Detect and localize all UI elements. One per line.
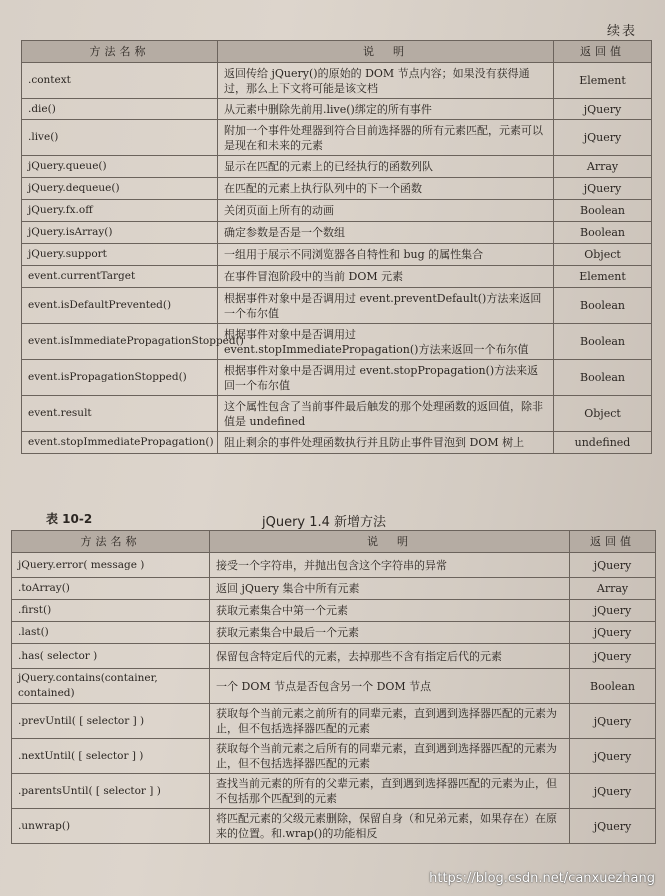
- header-method-name: 方法名称: [12, 531, 210, 553]
- table-row: [22, 178, 652, 200]
- return-value-cell: Boolean: [554, 288, 652, 324]
- table-row: [12, 704, 656, 739]
- table-header-row: [22, 41, 652, 63]
- description-cell: 这个属性包含了当前事件最后触发的那个处理函数的返回值，除非值是 undefined: [218, 396, 554, 432]
- method-name-cell: .die(): [22, 99, 218, 120]
- continued-label: 续表: [606, 24, 637, 39]
- return-value-cell: jQuery: [570, 774, 656, 809]
- description-cell: 阻止剩余的事件处理函数执行并且防止事件冒泡到 DOM 树上: [218, 432, 554, 454]
- description-cell: 返回 jQuery 集合中所有元素: [210, 578, 570, 600]
- table-row: [22, 222, 652, 244]
- return-value-cell: jQuery: [570, 644, 656, 669]
- description-cell: 关闭页面上所有的动画: [218, 200, 554, 222]
- description-cell: 获取每个当前元素之前所有的同辈元素，直到遇到选择器匹配的元素为止，但不包括选择器匹配的元素: [210, 704, 570, 739]
- table-row: [12, 622, 656, 644]
- table-row: [12, 578, 656, 600]
- table-row: [22, 396, 652, 432]
- return-value-cell: jQuery: [570, 553, 656, 578]
- table-body: [12, 553, 656, 844]
- description-cell: 一个 DOM 节点是否包含另一个 DOM 节点: [210, 669, 570, 704]
- table-row: [22, 244, 652, 266]
- table-row: [22, 120, 652, 156]
- return-value-cell: jQuery: [570, 622, 656, 644]
- table-row: [12, 774, 656, 809]
- return-value-cell: jQuery: [554, 178, 652, 200]
- table-row: [12, 600, 656, 622]
- header-method-name: 方法名称: [22, 41, 218, 63]
- description-cell: 从元素中删除先前用.live()绑定的所有事件: [218, 99, 554, 120]
- description-cell: 附加一个事件处理器到符合目前选择器的所有元素匹配，元素可以是现在和未来的元素: [218, 120, 554, 156]
- return-value-cell: jQuery: [570, 809, 656, 844]
- table-row: [12, 669, 656, 704]
- table-header-row: [12, 531, 656, 553]
- method-name-cell: event.currentTarget: [22, 266, 218, 288]
- description-cell: 一组用于展示不同浏览器各自特性和 bug 的属性集合: [218, 244, 554, 266]
- return-value-cell: undefined: [554, 432, 652, 454]
- description-cell: 根据事件对象中是否调用过 event.preventDefault()方法来返回一个布尔值: [218, 288, 554, 324]
- header-description: 说 明: [210, 531, 570, 553]
- method-name-cell: .has( selector ): [12, 644, 210, 669]
- description-cell: 在匹配的元素上执行队列中的下一个函数: [218, 178, 554, 200]
- table-new-methods: [11, 530, 656, 844]
- table-row: [12, 644, 656, 669]
- return-value-cell: Boolean: [570, 669, 656, 704]
- table-body: [22, 63, 652, 454]
- return-value-cell: Boolean: [554, 200, 652, 222]
- method-name-cell: event.stopImmediatePropagation(): [22, 432, 218, 454]
- table-caption: 表 10-2: [46, 512, 93, 526]
- table-row: [22, 432, 652, 454]
- method-name-cell: jQuery.fx.off: [22, 200, 218, 222]
- return-value-cell: Element: [554, 266, 652, 288]
- watermark: https://blog.csdn.net/canxuezhang: [429, 871, 655, 886]
- table-row: [12, 553, 656, 578]
- method-name-cell: event.isImmediatePropagationStopped(): [22, 324, 218, 360]
- return-value-cell: Element: [554, 63, 652, 99]
- method-name-cell: jQuery.queue(): [22, 156, 218, 178]
- method-name-cell: .last(): [12, 622, 210, 644]
- return-value-cell: Array: [570, 578, 656, 600]
- description-cell: 获取元素集合中第一个元素: [210, 600, 570, 622]
- description-cell: 获取元素集合中最后一个元素: [210, 622, 570, 644]
- description-cell: 保留包含特定后代的元素，去掉那些不含有指定后代的元素: [210, 644, 570, 669]
- description-cell: 确定参数是否是一个数组: [218, 222, 554, 244]
- table-row: [22, 200, 652, 222]
- method-name-cell: .context: [22, 63, 218, 99]
- table-row: [22, 99, 652, 120]
- return-value-cell: Boolean: [554, 222, 652, 244]
- method-name-cell: .unwrap(): [12, 809, 210, 844]
- table-row: [12, 739, 656, 774]
- return-value-cell: Array: [554, 156, 652, 178]
- table-row: [22, 324, 652, 360]
- header-return-value: 返回值: [570, 531, 656, 553]
- method-name-cell: .first(): [12, 600, 210, 622]
- method-name-cell: jQuery.dequeue(): [22, 178, 218, 200]
- table-continued: [21, 40, 652, 454]
- table-row: [22, 360, 652, 396]
- table-row: [22, 156, 652, 178]
- return-value-cell: Object: [554, 396, 652, 432]
- description-cell: 根据事件对象中是否调用过 event.stopPropagation()方法来返回一个布尔值: [218, 360, 554, 396]
- return-value-cell: Boolean: [554, 324, 652, 360]
- return-value-cell: jQuery: [570, 739, 656, 774]
- table-row: [22, 288, 652, 324]
- description-cell: 在事件冒泡阶段中的当前 DOM 元素: [218, 266, 554, 288]
- return-value-cell: Boolean: [554, 360, 652, 396]
- method-name-cell: .prevUntil( [ selector ] ): [12, 704, 210, 739]
- method-name-cell: event.isPropagationStopped(): [22, 360, 218, 396]
- return-value-cell: jQuery: [570, 704, 656, 739]
- description-cell: 返回传给 jQuery()的原始的 DOM 节点内容；如果没有获得通过，那么上下文将可能是该文档: [218, 63, 554, 99]
- method-name-cell: .parentsUntil( [ selector ] ): [12, 774, 210, 809]
- method-name-cell: event.result: [22, 396, 218, 432]
- return-value-cell: jQuery: [554, 99, 652, 120]
- description-cell: 将匹配元素的父级元素删除，保留自身（和兄弟元素，如果存在）在原来的位置。和.wrap()的功能相反: [210, 809, 570, 844]
- method-name-cell: jQuery.isArray(): [22, 222, 218, 244]
- return-value-cell: jQuery: [570, 600, 656, 622]
- table-title: jQuery 1.4 新增方法: [262, 515, 387, 530]
- header-return-value: 返回值: [554, 41, 652, 63]
- method-name-cell: jQuery.contains(container, contained): [12, 669, 210, 704]
- description-cell: 接受一个字符串，并抛出包含这个字符串的异常: [210, 553, 570, 578]
- method-name-cell: .live(): [22, 120, 218, 156]
- method-name-cell: jQuery.support: [22, 244, 218, 266]
- description-cell: 查找当前元素的所有的父辈元素，直到遇到选择器匹配的元素为止，但不包括那个匹配到的元素: [210, 774, 570, 809]
- method-name-cell: jQuery.error( message ): [12, 553, 210, 578]
- table-row: [22, 266, 652, 288]
- return-value-cell: jQuery: [554, 120, 652, 156]
- header-description: 说 明: [218, 41, 554, 63]
- table-row: [22, 63, 652, 99]
- method-name-cell: .toArray(): [12, 578, 210, 600]
- table-row: [12, 809, 656, 844]
- method-name-cell: event.isDefaultPrevented(): [22, 288, 218, 324]
- return-value-cell: Object: [554, 244, 652, 266]
- description-cell: 获取每个当前元素之后所有的同辈元素，直到遇到选择器匹配的元素为止，但不包括选择器匹配的元素: [210, 739, 570, 774]
- description-cell: 显示在匹配的元素上的已经执行的函数列队: [218, 156, 554, 178]
- method-name-cell: .nextUntil( [ selector ] ): [12, 739, 210, 774]
- description-cell: 根据事件对象中是否调用过 event.stopImmediatePropagation()方法来返回一个布尔值: [218, 324, 554, 360]
